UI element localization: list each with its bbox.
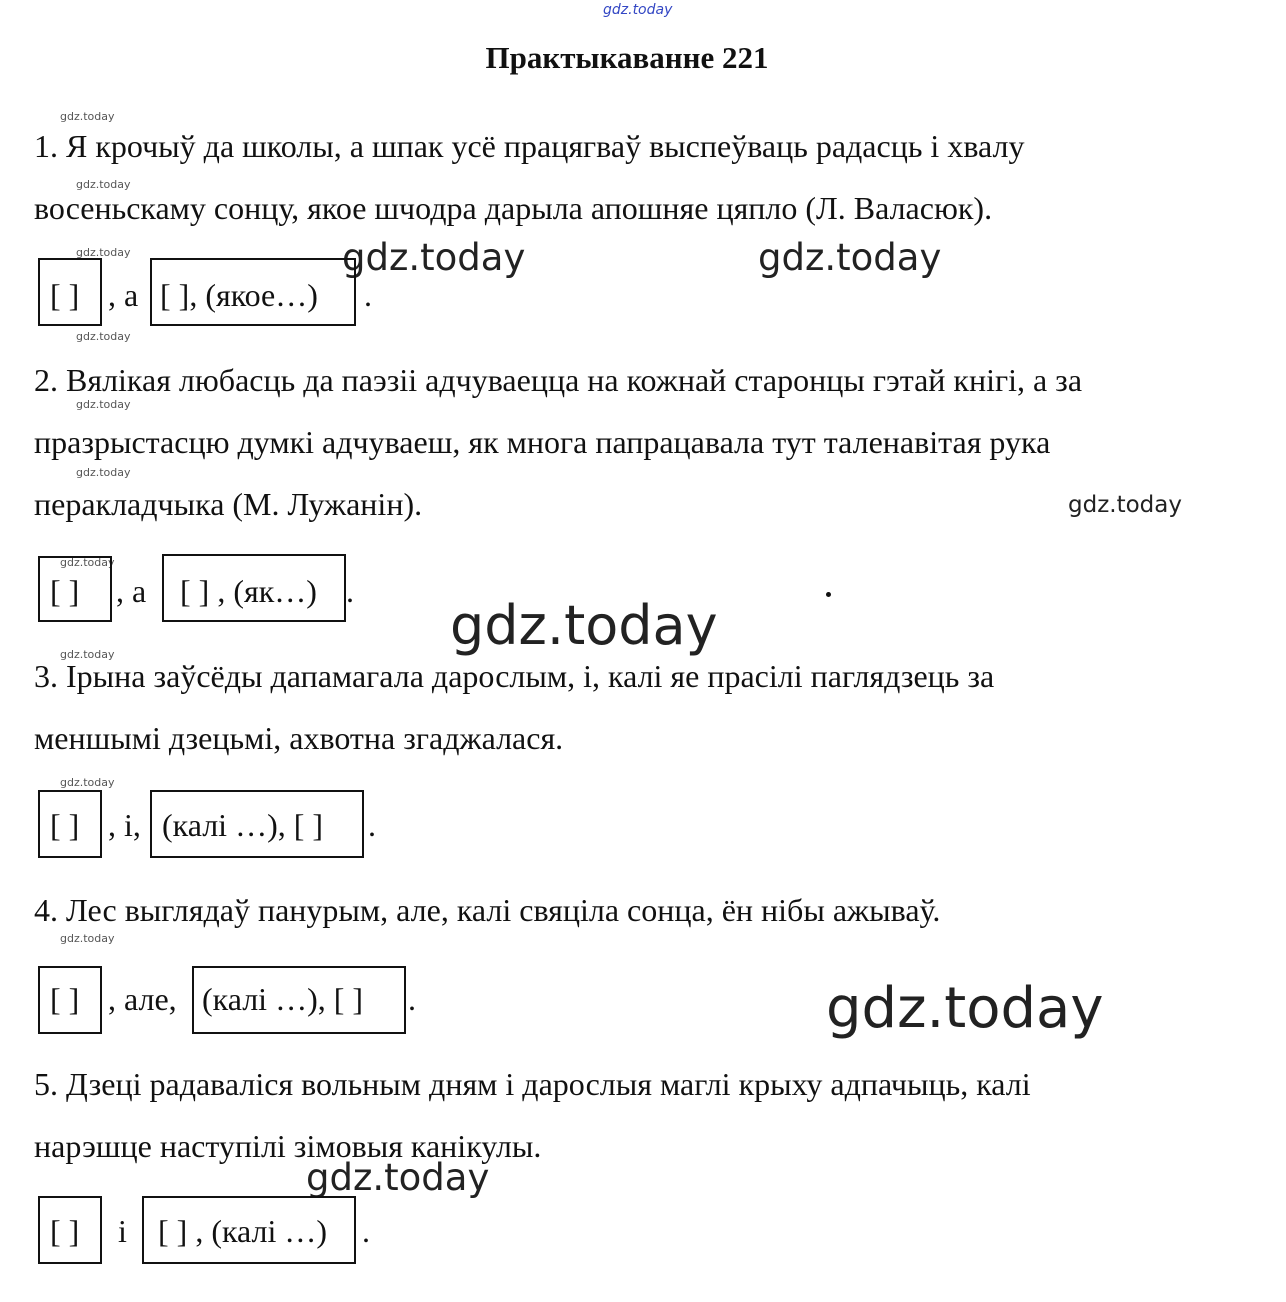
- watermark-top: gdz.today: [603, 2, 673, 18]
- scheme-connector: і: [118, 1213, 127, 1249]
- sentence-1-line-2: восеньскаму сонцу, якое шчодра дарыла апошняе цяпло (Л. Валасюк).: [34, 190, 993, 226]
- scheme-end: .: [362, 1213, 370, 1249]
- sentence-3-line-1: 3. Ірына заўсёды дапамагала дарослым, і, калі яе прасілі паглядзець за: [34, 658, 995, 694]
- sentence-3-line-2: меншымі дзецьмі, ахвотна згаджалася.: [34, 720, 564, 756]
- watermark-small: gdz.today: [76, 246, 131, 259]
- watermark-small: gdz.today: [76, 466, 131, 479]
- scheme-end: .: [346, 573, 354, 609]
- watermark-small: gdz.today: [60, 932, 115, 945]
- scheme-box-text: [ ] , (як…): [180, 573, 317, 609]
- scheme-box-text: (калі …), [ ]: [202, 981, 364, 1017]
- sentence-2-line-1: 2. Вялікая любасць да паэзіі адчуваецца на кожнай старонцы гэтай кнігі, а за: [34, 362, 1083, 398]
- watermark-small: gdz.today: [60, 648, 115, 661]
- watermark-small: gdz.today: [76, 178, 131, 191]
- scheme-box-text: [ ] , (калі …): [158, 1213, 328, 1249]
- scheme-connector: , а: [116, 573, 147, 609]
- sentence-4-line-1: 4. Лес выглядаў панурым, але, калі свяціла сонца, ён нібы ажываў.: [34, 892, 941, 928]
- watermark-large: gdz.today: [342, 236, 526, 279]
- watermark-small: gdz.today: [60, 110, 115, 123]
- sentence-2-line-2: празрыстасцю думкі адчуваеш, як многа папрацавала тут таленавітая рука: [34, 424, 1051, 460]
- sentence-1-line-1: 1. Я крочыў да школы, а шпак усё працягваў выспеўваць радасць і хвалу: [34, 128, 1025, 164]
- scheme-connector: , а: [108, 277, 139, 313]
- scheme-connector: , і,: [108, 807, 141, 843]
- watermark-large: gdz.today: [1068, 492, 1182, 518]
- scheme-end: .: [368, 807, 376, 843]
- watermark-large: gdz.today: [306, 1156, 490, 1199]
- scheme-box-text: (калі …), [ ]: [162, 807, 324, 843]
- page-title: Практыкаванне 221: [485, 40, 769, 75]
- watermark-small: gdz.today: [60, 556, 115, 569]
- watermark-small: gdz.today: [60, 776, 115, 789]
- scheme-box-text: [ ]: [50, 573, 80, 609]
- stray-dot: [826, 592, 831, 597]
- scheme-connector: , але,: [108, 981, 177, 1017]
- scheme-box-text: [ ]: [50, 981, 80, 1017]
- scheme-box-text: [ ], (якое…): [160, 277, 318, 313]
- scheme-box-text: [ ]: [50, 807, 80, 843]
- scheme-end: .: [364, 277, 372, 313]
- scheme-end: .: [408, 981, 416, 1017]
- watermark-small: gdz.today: [76, 398, 131, 411]
- scheme-box-text: [ ]: [50, 277, 80, 313]
- watermark-large: gdz.today: [450, 594, 718, 657]
- watermark-small: gdz.today: [76, 330, 131, 343]
- scheme-box-text: [ ]: [50, 1213, 80, 1249]
- watermark-large: gdz.today: [758, 236, 942, 279]
- sentence-5-line-1: 5. Дзеці радаваліся вольным дням і дарослыя маглі крыху адпачыць, калі: [34, 1066, 1031, 1102]
- sentence-5-line-2: нарэшце наступілі зімовыя канікулы.: [34, 1128, 542, 1164]
- watermark-large: gdz.today: [826, 976, 1104, 1041]
- sentence-2-line-3: перакладчыка (М. Лужанін).: [34, 486, 423, 522]
